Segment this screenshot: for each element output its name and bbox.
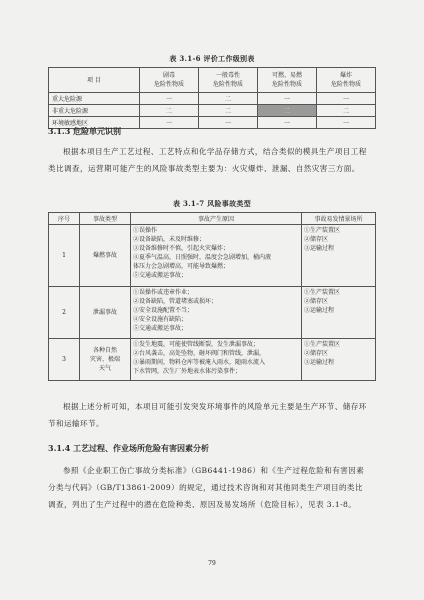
place-line: ②储存区 <box>304 350 329 357</box>
accident-type: 爆燃事故 <box>80 225 131 287</box>
table-cell: 一 <box>258 93 317 105</box>
section-heading: 3.1.4 工艺过程、作业场所危险有害因素分析 <box>48 443 210 453</box>
table-header-row <box>49 68 376 93</box>
paragraph: 根据本项目生产工艺过程、工艺特点和化学品存储方式，结合类似的模具生产项目工程类比调查，运营期可能产生的风险事故类型主要为：火灾爆炸、泄漏、自然灾害三方面。 <box>48 147 367 173</box>
table-header-cell: 可燃、易燃 危险性物质 <box>258 68 317 93</box>
row-label: 重大危险源 <box>49 93 140 105</box>
table-header-cell: 序号 <box>49 213 80 225</box>
evaluation-level-table <box>48 67 376 129</box>
table-cell: 一 <box>258 117 317 129</box>
place-cell <box>302 287 376 339</box>
place-line: ③运输过程 <box>304 359 335 366</box>
place-line: ①生产装置区 <box>304 289 341 296</box>
table-cell: 一 <box>199 117 258 129</box>
table-cell: 二 <box>199 93 258 105</box>
table-row <box>49 287 376 339</box>
table-row <box>49 339 376 381</box>
cause-line: ③设备维修时不慎，引起火灾爆炸； <box>133 245 230 252</box>
table1-caption: 表 3.1-6 评价工作级别表 <box>169 54 255 63</box>
table-cell: 一 <box>140 93 199 105</box>
cause-line: ①误操作或违章作业； <box>133 289 194 296</box>
paragraph: 参照《企业职工伤亡事故分类标准》（GB6441-1986）和《生产过程危险和有害因素分类与代码》（GB/T13861-2009）的规定，通过技术咨询和对其他同类生产项目的类比调查，列出了生产过程中的潜在危险种类、原因及易发场所（危险目标），见表 3.1-8。 <box>48 466 365 509</box>
place-cell <box>302 339 376 381</box>
table-cell: 二 <box>317 105 376 117</box>
table-header-cell: 事故类型 <box>80 213 131 225</box>
table-header-row <box>49 213 376 225</box>
cause-line: ②设备缺陷，管道堵塞或损坏； <box>133 298 218 305</box>
place-line: ①生产装置区 <box>304 341 341 348</box>
table2-caption: 表 3.1-7 风险事故类型 <box>172 199 252 208</box>
place-line: ②储存区 <box>304 298 329 305</box>
paragraph: 根据上述分析可知，本项目可能引发突发环境事件的风险单元主要是生产环节、储存环节和运输环节。 <box>48 402 367 428</box>
table-row <box>49 225 376 287</box>
cause-line: ③暴雨期间，物料仓库等被淹入雨水，随雨水流入 <box>133 359 266 366</box>
cause-line: ⑤交通或搬运事故； <box>133 325 188 332</box>
table-header-cell: 项 目 <box>49 68 140 93</box>
place-cell <box>302 225 376 287</box>
place-line: ②储存区 <box>304 236 329 243</box>
place-line: ③运输过程 <box>304 245 335 252</box>
table-header-cell: 事故产生原因 <box>131 213 302 225</box>
table-cell: 一 <box>317 117 376 129</box>
accident-type: 泄漏事故 <box>80 287 131 339</box>
accident-type: 各种自然 灾害、极端 天气 <box>80 339 131 381</box>
table-row <box>49 93 376 105</box>
table-cell: 二 <box>199 105 258 117</box>
cause-line: ③安全设施配置不当； <box>133 307 194 314</box>
place-line: ③运输过程 <box>304 307 335 314</box>
cause-line: ①发生地震，可能使管线断裂，发生泄漏事故； <box>133 341 260 348</box>
table-cell: 一 <box>140 117 199 129</box>
row-number: 3 <box>49 339 80 381</box>
row-number: 2 <box>49 287 80 339</box>
table-header-cell: 剧毒 危险性物质 <box>140 68 199 93</box>
cause-line: ④夏季气温高，日照强时，温度会急剧增加，桶内液 <box>133 254 272 261</box>
table-cell: 二 <box>140 105 199 117</box>
section-heading: 3.1.3 危险单元识别 <box>48 126 122 136</box>
cause-line: ①误操作 <box>133 227 158 234</box>
table-cell: 一 <box>317 93 376 105</box>
cause-cell <box>131 287 302 339</box>
place-line: ①生产装置区 <box>304 227 341 234</box>
cause-line: ⑤交通或搬运事故； <box>133 272 188 279</box>
cause-line: ④安全设施有缺陷； <box>133 316 188 323</box>
cause-line: 体压力会急剧增高，可能导致爆燃； <box>133 263 230 270</box>
table-cell-highlighted: 二 <box>258 105 317 117</box>
row-label: 非重大危险源 <box>49 105 140 117</box>
table-header-cell: 爆炸 危险性物质 <box>317 68 376 93</box>
table-header-cell: 一般毒性 危险性物质 <box>199 68 258 93</box>
table-header-cell: 事故易发情景场所 <box>302 213 376 225</box>
cause-line: ②台风袭击，高处坠物，砸坏阀门和管线，泄漏， <box>133 350 266 357</box>
row-number: 1 <box>49 225 80 287</box>
cause-cell <box>131 225 302 287</box>
cause-line: 下水管网，次生厂外地表水体污染事件； <box>133 368 242 375</box>
cause-cell <box>131 339 302 381</box>
row-label: 环境敏感地区 <box>49 117 140 129</box>
page-number: 79 <box>208 560 216 567</box>
risk-accident-table <box>48 212 376 381</box>
cause-line: ②设备缺陷，未及时维修； <box>133 236 206 243</box>
table-row <box>49 105 376 117</box>
